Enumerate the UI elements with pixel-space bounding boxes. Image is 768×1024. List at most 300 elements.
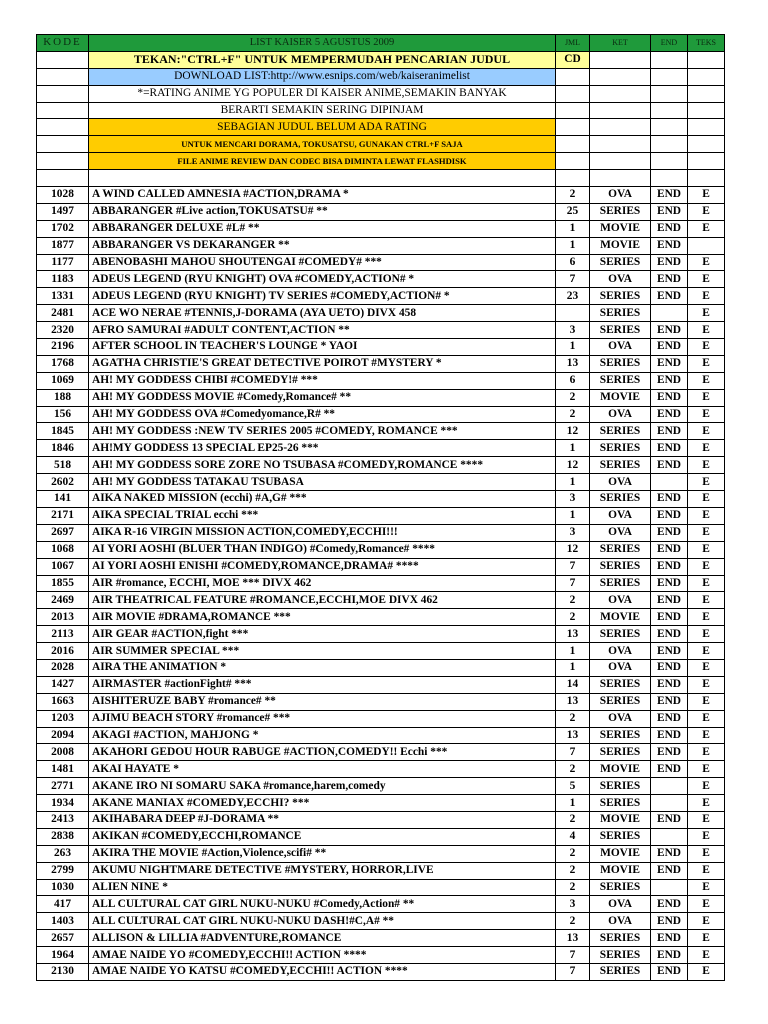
cell-ket: OVA	[590, 710, 651, 727]
cell-end: END	[651, 659, 688, 676]
note-empty-cell	[651, 102, 688, 119]
cell-ket: OVA	[590, 474, 651, 491]
table-row	[37, 406, 725, 423]
cell-title: AH! MY GODDESS TATAKAU TSUBASA	[89, 474, 556, 491]
cell-ket: SERIES	[590, 727, 651, 744]
header-ket: KET	[590, 35, 651, 52]
cell-title: AKANE MANIAX #COMEDY,ECCHI? ***	[89, 795, 556, 812]
cell-teks: E	[688, 626, 725, 643]
cell-jml: 3	[556, 524, 590, 541]
cell-end: END	[651, 372, 688, 389]
cell-end: END	[651, 220, 688, 237]
note-rating-2: BERARTI SEMAKIN SERING DIPINJAM	[89, 102, 556, 119]
cell-jml: 3	[556, 896, 590, 913]
cell-end: END	[651, 676, 688, 693]
cell-end: END	[651, 440, 688, 457]
cell-title: AKANE IRO NI SOMARU SAKA #romance,harem,comedy	[89, 778, 556, 795]
cell-jml: 14	[556, 676, 590, 693]
cell-kode: 2028	[37, 659, 89, 676]
cell-kode: 2320	[37, 322, 89, 339]
table-row	[37, 524, 725, 541]
cell-ket: OVA	[590, 187, 651, 204]
note-empty-cell	[651, 85, 688, 102]
note-row-dorama	[37, 136, 725, 153]
spacer-cell	[688, 170, 725, 187]
table-row	[37, 187, 725, 204]
cell-ket: OVA	[590, 592, 651, 609]
note-empty-cell	[651, 68, 688, 85]
cell-title: AIRA THE ANIMATION *	[89, 659, 556, 676]
note-row-no-rating	[37, 119, 725, 136]
cell-teks: E	[688, 474, 725, 491]
header-row	[37, 35, 725, 52]
cell-teks: E	[688, 947, 725, 964]
cell-jml: 5	[556, 778, 590, 795]
note-row-rating-1	[37, 85, 725, 102]
cell-jml: 1	[556, 643, 590, 660]
cell-jml: 13	[556, 727, 590, 744]
cell-end: END	[651, 339, 688, 356]
cell-teks: E	[688, 795, 725, 812]
spacer-row	[37, 170, 725, 187]
cell-end	[651, 474, 688, 491]
cell-kode: 2094	[37, 727, 89, 744]
note-no-rating: SEBAGIAN JUDUL BELUM ADA RATING	[89, 119, 556, 136]
table-row	[37, 271, 725, 288]
cell-jml: 2	[556, 406, 590, 423]
cell-end: END	[651, 930, 688, 947]
cell-kode: 2016	[37, 643, 89, 660]
cell-teks: E	[688, 575, 725, 592]
cell-title: ABENOBASHI MAHOU SHOUTENGAI #COMEDY# ***	[89, 254, 556, 271]
cell-teks: E	[688, 541, 725, 558]
cell-end: END	[651, 237, 688, 254]
cell-ket: SERIES	[590, 879, 651, 896]
table-row	[37, 288, 725, 305]
cell-teks: E	[688, 524, 725, 541]
cell-teks: E	[688, 828, 725, 845]
cell-ket: OVA	[590, 339, 651, 356]
cell-teks: E	[688, 676, 725, 693]
cell-title: AKUMU NIGHTMARE DETECTIVE #MYSTERY, HORROR,LIVE	[89, 862, 556, 879]
header-title: LIST KAISER 5 AGUSTUS 2009	[89, 35, 556, 52]
cell-teks: E	[688, 423, 725, 440]
table-row	[37, 457, 725, 474]
cell-teks: E	[688, 778, 725, 795]
cell-end: END	[651, 389, 688, 406]
cell-ket: OVA	[590, 913, 651, 930]
cell-kode: 188	[37, 389, 89, 406]
cell-ket: SERIES	[590, 457, 651, 474]
cell-ket: OVA	[590, 406, 651, 423]
cell-teks: E	[688, 305, 725, 322]
table-row	[37, 203, 725, 220]
cell-jml: 3	[556, 322, 590, 339]
cell-kode: 1846	[37, 440, 89, 457]
cell-jml: 7	[556, 558, 590, 575]
cell-kode: 1934	[37, 795, 89, 812]
cell-teks: E	[688, 896, 725, 913]
table-row	[37, 575, 725, 592]
cell-kode: 1964	[37, 947, 89, 964]
cell-jml: 6	[556, 254, 590, 271]
cell-ket: SERIES	[590, 693, 651, 710]
note-empty-cell	[556, 136, 590, 153]
cell-end	[651, 828, 688, 845]
note-empty-cell	[651, 153, 688, 170]
cell-end: END	[651, 626, 688, 643]
cell-end: END	[651, 187, 688, 204]
cell-jml: 2	[556, 761, 590, 778]
cell-title: ALL CULTURAL CAT GIRL NUKU-NUKU #Comedy,Action# **	[89, 896, 556, 913]
cell-teks: E	[688, 507, 725, 524]
spacer-cell	[590, 170, 651, 187]
cell-jml: 6	[556, 372, 590, 389]
cell-end: END	[651, 845, 688, 862]
note-empty-cell	[651, 119, 688, 136]
note-empty-cell	[590, 119, 651, 136]
cell-kode: 1481	[37, 761, 89, 778]
cell-jml: 1	[556, 220, 590, 237]
cell-title: AI YORI AOSHI ENISHI #COMEDY,ROMANCE,DRAMA# ****	[89, 558, 556, 575]
cell-end: END	[651, 406, 688, 423]
note-row-ctrl-f	[37, 51, 725, 68]
table-row	[37, 322, 725, 339]
cell-teks: E	[688, 744, 725, 761]
cell-ket: OVA	[590, 643, 651, 660]
cell-kode: 1068	[37, 541, 89, 558]
cell-teks: E	[688, 339, 725, 356]
note-empty-cell	[556, 153, 590, 170]
cell-jml: 3	[556, 491, 590, 508]
cell-teks: E	[688, 271, 725, 288]
table-row	[37, 541, 725, 558]
cell-title: ADEUS LEGEND (RYU KNIGHT) TV SERIES #COMEDY,ACTION# *	[89, 288, 556, 305]
cell-end: END	[651, 744, 688, 761]
note-empty-cell	[37, 153, 89, 170]
cell-jml: 2	[556, 389, 590, 406]
note-empty-cell	[651, 51, 688, 68]
cell-ket: SERIES	[590, 558, 651, 575]
cell-ket: SERIES	[590, 930, 651, 947]
cell-kode: 2171	[37, 507, 89, 524]
cell-kode: 2799	[37, 862, 89, 879]
cell-teks: E	[688, 203, 725, 220]
note-dorama: UNTUK MENCARI DORAMA, TOKUSATSU, GUNAKAN CTRL+F SAJA	[89, 136, 556, 153]
cell-title: AIKA SPECIAL TRIAL ecchi ***	[89, 507, 556, 524]
note-empty-cell	[590, 68, 651, 85]
cell-teks: E	[688, 643, 725, 660]
cell-title: AISHITERUZE BABY #romance# **	[89, 693, 556, 710]
cell-end: END	[651, 288, 688, 305]
cell-jml: 1	[556, 474, 590, 491]
cell-ket: SERIES	[590, 795, 651, 812]
cell-end: END	[651, 457, 688, 474]
cell-kode: 2481	[37, 305, 89, 322]
cell-title: AIR SUMMER SPECIAL ***	[89, 643, 556, 660]
note-empty-cell	[590, 85, 651, 102]
cell-kode: 2771	[37, 778, 89, 795]
cell-ket: SERIES	[590, 626, 651, 643]
cell-ket: SERIES	[590, 423, 651, 440]
cell-teks: E	[688, 389, 725, 406]
cell-title: AIR #romance, ECCHI, MOE *** DIVX 462	[89, 575, 556, 592]
cell-jml: 2	[556, 845, 590, 862]
cell-jml: 13	[556, 693, 590, 710]
spacer-cell	[651, 170, 688, 187]
table-row	[37, 643, 725, 660]
cell-title: A WIND CALLED AMNESIA #ACTION,DRAMA *	[89, 187, 556, 204]
table-row	[37, 710, 725, 727]
cell-jml: 7	[556, 963, 590, 980]
cell-end: END	[651, 271, 688, 288]
cell-jml: 1	[556, 339, 590, 356]
cell-jml: 1	[556, 440, 590, 457]
spacer-cell	[37, 170, 89, 187]
cell-title: ALLISON & LILLIA #ADVENTURE,ROMANCE	[89, 930, 556, 947]
cell-end: END	[651, 963, 688, 980]
cell-jml: 13	[556, 355, 590, 372]
cell-kode: 2130	[37, 963, 89, 980]
cell-teks: E	[688, 220, 725, 237]
cell-title: AFRO SAMURAI #ADULT CONTENT,ACTION **	[89, 322, 556, 339]
note-ctrl-f: TEKAN:"CTRL+F" UNTUK MEMPERMUDAH PENCARIAN JUDUL	[89, 51, 556, 68]
cell-title: AH! MY GODDESS :NEW TV SERIES 2005 #COMEDY, ROMANCE ***	[89, 423, 556, 440]
cell-ket: MOVIE	[590, 845, 651, 862]
cell-teks: E	[688, 811, 725, 828]
cell-ket: OVA	[590, 896, 651, 913]
cell-kode: 1663	[37, 693, 89, 710]
cell-kode: 1497	[37, 203, 89, 220]
cell-end: END	[651, 203, 688, 220]
cell-teks: E	[688, 288, 725, 305]
cell-kode: 2697	[37, 524, 89, 541]
cell-teks: E	[688, 457, 725, 474]
cell-teks: E	[688, 862, 725, 879]
cell-teks: E	[688, 761, 725, 778]
table-row	[37, 372, 725, 389]
cell-ket: MOVIE	[590, 761, 651, 778]
cell-kode: 1069	[37, 372, 89, 389]
note-cd: CD	[556, 51, 590, 68]
cell-ket: MOVIE	[590, 220, 651, 237]
cell-ket: SERIES	[590, 355, 651, 372]
cell-kode: 2008	[37, 744, 89, 761]
cell-title: ADEUS LEGEND (RYU KNIGHT) OVA #COMEDY,ACTION# *	[89, 271, 556, 288]
cell-teks: E	[688, 254, 725, 271]
table-row	[37, 795, 725, 812]
cell-kode: 1030	[37, 879, 89, 896]
cell-title: AKAHORI GEDOU HOUR RABUGE #ACTION,COMEDY!! Ecchi ***	[89, 744, 556, 761]
table-row	[37, 609, 725, 626]
cell-title: AKAI HAYATE *	[89, 761, 556, 778]
note-row-rating-2	[37, 102, 725, 119]
cell-title: AKIRA THE MOVIE #Action,Violence,scifi# **	[89, 845, 556, 862]
cell-jml: 2	[556, 609, 590, 626]
note-empty-cell	[688, 68, 725, 85]
cell-end: END	[651, 507, 688, 524]
cell-title: AH! MY GODDESS CHIBI #COMEDY!# ***	[89, 372, 556, 389]
note-empty-cell	[37, 85, 89, 102]
note-empty-cell	[556, 102, 590, 119]
cell-ket: OVA	[590, 659, 651, 676]
note-empty-cell	[37, 136, 89, 153]
table-row	[37, 237, 725, 254]
cell-end: END	[651, 524, 688, 541]
cell-jml: 13	[556, 930, 590, 947]
cell-jml: 1	[556, 659, 590, 676]
table-row	[37, 862, 725, 879]
cell-kode: 1067	[37, 558, 89, 575]
cell-title: AIKA NAKED MISSION (ecchi) #A,G# ***	[89, 491, 556, 508]
cell-title: ALIEN NINE *	[89, 879, 556, 896]
cell-jml: 1	[556, 237, 590, 254]
table-row	[37, 355, 725, 372]
cell-end: END	[651, 896, 688, 913]
cell-jml: 2	[556, 592, 590, 609]
cell-kode: 1768	[37, 355, 89, 372]
cell-kode: 2113	[37, 626, 89, 643]
cell-teks: E	[688, 963, 725, 980]
cell-teks: E	[688, 592, 725, 609]
note-empty-cell	[688, 51, 725, 68]
cell-ket: SERIES	[590, 778, 651, 795]
cell-end: END	[651, 710, 688, 727]
cell-ket: SERIES	[590, 828, 651, 845]
cell-end: END	[651, 322, 688, 339]
note-download-link[interactable]: DOWNLOAD LIST:http://www.esnips.com/web/kaiseranimelist	[89, 68, 556, 85]
cell-end: END	[651, 575, 688, 592]
table-row	[37, 507, 725, 524]
cell-jml: 13	[556, 626, 590, 643]
cell-jml: 4	[556, 828, 590, 845]
cell-jml: 2	[556, 811, 590, 828]
cell-kode: 2838	[37, 828, 89, 845]
cell-end: END	[651, 643, 688, 660]
cell-teks: E	[688, 558, 725, 575]
note-row-codec	[37, 153, 725, 170]
cell-teks: E	[688, 322, 725, 339]
cell-ket: MOVIE	[590, 862, 651, 879]
cell-title: AKIKAN #COMEDY,ECCHI,ROMANCE	[89, 828, 556, 845]
cell-kode: 141	[37, 491, 89, 508]
cell-title: AI YORI AOSHI (BLUER THAN INDIGO) #Comedy,Romance# ****	[89, 541, 556, 558]
note-empty-cell	[651, 136, 688, 153]
cell-end: END	[651, 423, 688, 440]
cell-ket: OVA	[590, 271, 651, 288]
cell-jml: 1	[556, 795, 590, 812]
cell-teks: E	[688, 440, 725, 457]
table-row	[37, 659, 725, 676]
cell-title: AIKA R-16 VIRGIN MISSION ACTION,COMEDY,ECCHI!!!	[89, 524, 556, 541]
cell-ket: SERIES	[590, 947, 651, 964]
cell-title: AKAGI #ACTION, MAHJONG *	[89, 727, 556, 744]
header-end: END	[651, 35, 688, 52]
cell-end	[651, 795, 688, 812]
cell-title: AH! MY GODDESS SORE ZORE NO TSUBASA #COMEDY,ROMANCE ****	[89, 457, 556, 474]
cell-jml: 12	[556, 423, 590, 440]
cell-kode: 2413	[37, 811, 89, 828]
cell-ket: MOVIE	[590, 609, 651, 626]
cell-teks: E	[688, 930, 725, 947]
cell-ket: MOVIE	[590, 237, 651, 254]
table-row	[37, 744, 725, 761]
table-row	[37, 828, 725, 845]
cell-teks: E	[688, 491, 725, 508]
cell-kode: 1203	[37, 710, 89, 727]
cell-ket: OVA	[590, 507, 651, 524]
cell-teks: E	[688, 693, 725, 710]
cell-teks: E	[688, 355, 725, 372]
table-row	[37, 676, 725, 693]
table-row	[37, 963, 725, 980]
cell-kode: 1702	[37, 220, 89, 237]
cell-kode: 518	[37, 457, 89, 474]
cell-ket: SERIES	[590, 491, 651, 508]
table-row	[37, 389, 725, 406]
table-row	[37, 845, 725, 862]
note-empty-cell	[556, 68, 590, 85]
cell-end: END	[651, 862, 688, 879]
cell-jml: 2	[556, 710, 590, 727]
note-empty-cell	[37, 102, 89, 119]
cell-kode: 1877	[37, 237, 89, 254]
cell-kode: 1183	[37, 271, 89, 288]
cell-ket: SERIES	[590, 744, 651, 761]
cell-title: ABBARANGER VS DEKARANGER **	[89, 237, 556, 254]
cell-kode: 1845	[37, 423, 89, 440]
cell-jml: 7	[556, 947, 590, 964]
note-empty-cell	[590, 102, 651, 119]
cell-title: AH! MY GODDESS OVA #Comedyomance,R# **	[89, 406, 556, 423]
cell-ket: OVA	[590, 524, 651, 541]
cell-jml: 23	[556, 288, 590, 305]
cell-end: END	[651, 693, 688, 710]
note-empty-cell	[37, 51, 89, 68]
note-empty-cell	[37, 119, 89, 136]
note-row-download	[37, 68, 725, 85]
cell-end	[651, 778, 688, 795]
cell-teks: E	[688, 659, 725, 676]
cell-end	[651, 305, 688, 322]
table-row	[37, 305, 725, 322]
table-row	[37, 879, 725, 896]
cell-teks: E	[688, 727, 725, 744]
cell-jml	[556, 305, 590, 322]
cell-teks	[688, 237, 725, 254]
cell-kode: 1427	[37, 676, 89, 693]
table-row	[37, 761, 725, 778]
cell-kode: 1028	[37, 187, 89, 204]
note-empty-cell	[688, 85, 725, 102]
cell-title: AJIMU BEACH STORY #romance# ***	[89, 710, 556, 727]
note-empty-cell	[556, 85, 590, 102]
table-row	[37, 930, 725, 947]
cell-title: AIRMASTER #actionFight# ***	[89, 676, 556, 693]
cell-kode: 1855	[37, 575, 89, 592]
note-empty-cell	[688, 119, 725, 136]
spacer-cell	[556, 170, 590, 187]
cell-jml: 7	[556, 271, 590, 288]
cell-teks: E	[688, 372, 725, 389]
cell-end: END	[651, 558, 688, 575]
cell-ket: SERIES	[590, 541, 651, 558]
cell-end: END	[651, 947, 688, 964]
cell-end: END	[651, 913, 688, 930]
cell-kode: 2013	[37, 609, 89, 626]
cell-title: AH!MY GODDESS 13 SPECIAL EP25-26 ***	[89, 440, 556, 457]
table-row	[37, 254, 725, 271]
